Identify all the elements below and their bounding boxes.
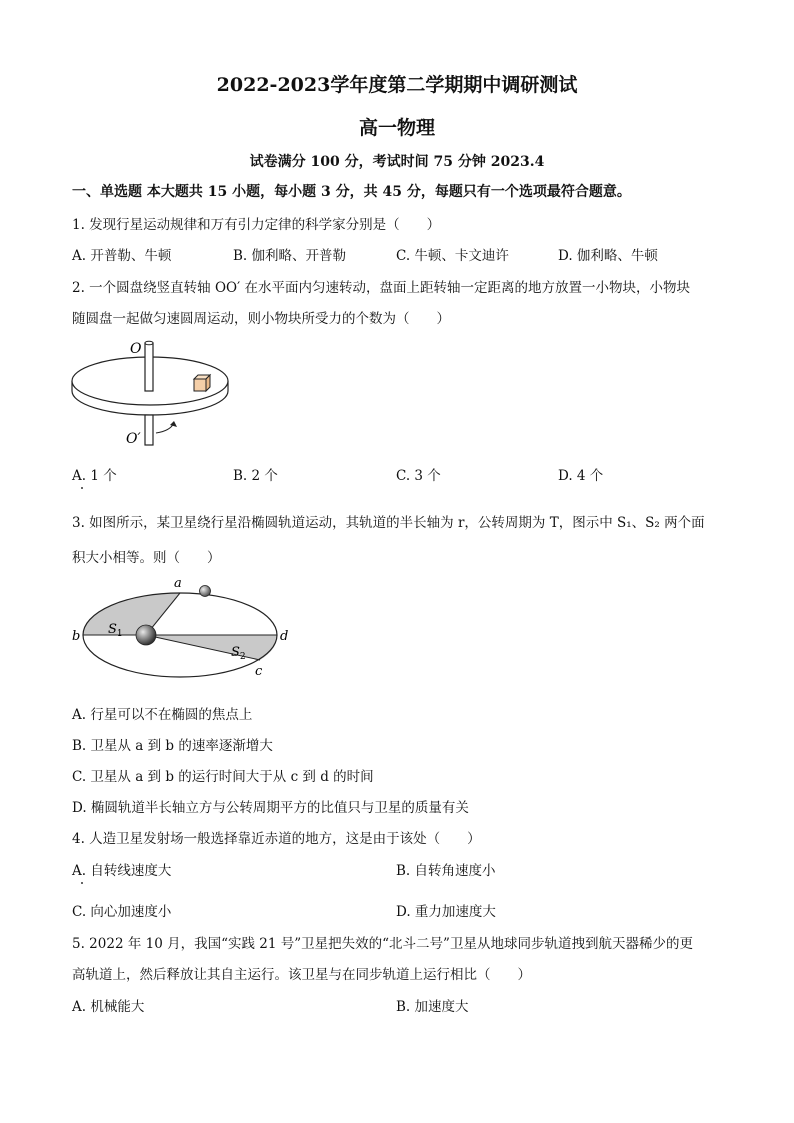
q2-option-c: C. 3 个 — [396, 468, 441, 484]
q2-option-d: D. 4 个 — [558, 468, 604, 484]
shaft-lower — [145, 415, 153, 445]
question-1-text: 1. 发现行星运动规律和万有引力定律的科学家分别是（ ） — [72, 217, 441, 233]
label-d: d — [280, 629, 289, 644]
q1-option-a: A. 开普勒、牛顿 — [72, 248, 172, 264]
q3-option-d: D. 椭圆轨道半长轴立方与公转周期平方的比值只与卫星的质量有关 — [72, 800, 469, 816]
section-heading: 一、单选题 本大题共 15 小题，每小题 3 分，共 45 分，每题只有一个选项最符合题意。 — [72, 184, 631, 200]
q5-option-a: A. 机械能大 — [72, 999, 145, 1015]
label-S1: $S_1$ — [108, 622, 123, 639]
label-O-prime: O′ — [126, 431, 141, 447]
exam-info: 试卷满分 100 分，考试时间 75 分钟 2023.4 — [249, 154, 545, 170]
satellite — [200, 586, 211, 597]
subject-title: 高一物理 — [358, 117, 435, 139]
question-3-text-line1: 3. 如图所示，某卫星绕行星沿椭圆轨道运动，其轨道的半长轴为 r，公转周期为 T，图示中 S₁、S₂ 两个面 — [72, 515, 705, 531]
q3-option-a: A. 行星可以不在椭圆的焦点上 — [72, 707, 253, 723]
q1-option-d: D. 伽利略、牛顿 — [558, 248, 658, 264]
exam-title: 2022-2023学年度第二学期期中调研测试 — [216, 74, 578, 96]
q5-option-b: B. 加速度大 — [396, 999, 469, 1015]
rotation-arrowhead — [170, 421, 177, 427]
question-4-text: 4. 人造卫星发射场一般选择靠近赤道的地方，这是由于该处（ ） — [72, 831, 481, 847]
question-2-text-line2: 随圆盘一起做匀速圆周运动，则小物块所受力的个数为（ ） — [72, 311, 450, 327]
question-2-text-line1: 2. 一个圆盘绕竖直转轴 OO′ 在水平面内匀速转动，盘面上距转轴一定距离的地方放置一小物块，小物块 — [72, 280, 690, 296]
label-c: c — [255, 664, 263, 679]
q2-option-b: B. 2 个 — [233, 468, 278, 484]
shaft-top-cap — [145, 341, 153, 345]
rotating-disc-figure — [66, 335, 236, 450]
shaft-upper — [145, 343, 153, 391]
q3-option-c: C. 卫星从 a 到 b 的运行时间大于从 c 到 d 的时间 — [72, 769, 374, 785]
label-a: a — [174, 576, 182, 591]
q2-option-a: A. 1 个 — [72, 468, 117, 484]
question-5-text-line1: 5. 2022 年 10 月，我国“实践 21 号”卫星把失效的“北斗二号”卫星从地球同步轨道拽到航天器稀少的更 — [72, 936, 693, 952]
q1-option-c: C. 牛顿、卡文迪许 — [396, 248, 509, 264]
area-S2 — [146, 635, 277, 660]
question-5-text-line2: 高轨道上，然后释放让其自主运行。该卫星与在同步轨道上运行相比（ ） — [72, 967, 531, 983]
planet — [136, 625, 156, 645]
label-O: O — [130, 341, 142, 357]
elliptical-orbit-figure — [70, 574, 290, 686]
label-S2: $S_2$ — [231, 645, 246, 662]
stray-dot-2 — [81, 882, 83, 884]
q4-option-d: D. 重力加速度大 — [396, 904, 496, 920]
small-block — [194, 375, 210, 391]
q3-option-b: B. 卫星从 a 到 b 的速率逐渐增大 — [72, 738, 273, 754]
stray-dot — [81, 487, 83, 489]
label-b: b — [72, 629, 81, 644]
q4-option-c: C. 向心加速度小 — [72, 904, 172, 920]
q4-option-b: B. 自转角速度小 — [396, 863, 496, 879]
question-3-text-line2: 积大小相等。则（ ） — [72, 550, 221, 566]
q1-option-b: B. 伽利略、开普勒 — [233, 248, 347, 264]
q4-option-a: A. 自转线速度大 — [72, 863, 172, 879]
area-S1 — [83, 593, 180, 635]
